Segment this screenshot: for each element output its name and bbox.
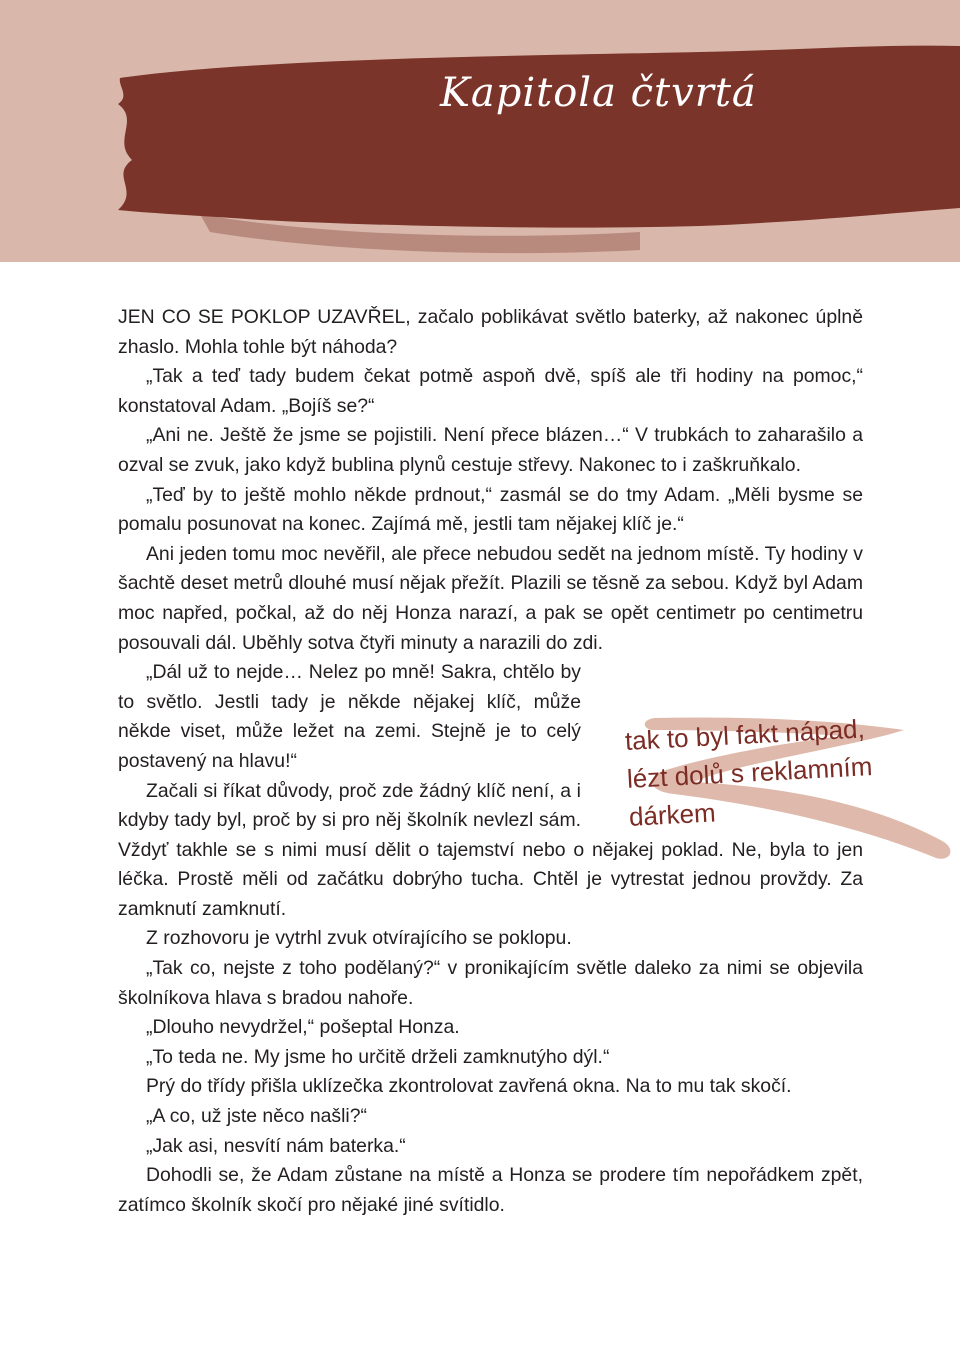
side-note: [604, 712, 960, 872]
paragraph: Prý do třídy přišla uklízečka zkontrolovat zavřená okna. Na to mu tak skočí.: [146, 1075, 792, 1098]
paragraph: „Ani ne. Ještě že jsme se pojistili. Není přece blázen…“ V trubkách to zaharašilo a ozval se zvuk, jako když bublina plynů cestuje střevy. Nakonec to i zaškruňkalo.: [118, 424, 863, 476]
side-note-line: tak to byl fakt nápad,: [624, 713, 866, 756]
paragraph: „Jak asi, nesvítí nám baterka.“: [146, 1134, 406, 1157]
chapter-header: [0, 0, 960, 262]
header-brush-graphic: [0, 0, 960, 262]
paragraph: „Tak a teď tady budem čekat potmě aspoň dvě, spíš ale tři hodiny na pomoc,“ konstatoval Adam. „Bojíš se?“: [118, 365, 863, 417]
paragraph: Ani jeden tomu moc nevěřil, ale přece nebudou sedět na jednom místě. Ty hodiny v šachtě deset metrů dlouhé musí nějak přežít. Plazili se těsně za sebou. Když byl Adam moc napřed, počkal, až do něj Honza narazí, a pak se opět centimetr po centimetru posouvali dál. Uběhly sotva čtyři minuty a narazili do zdi.: [118, 542, 863, 654]
paragraph: „Tak co, nejste z toho podělaný?“ v pronikajícím světle daleko za nimi se objevila školníkova hlava s bradou nahoře.: [118, 957, 863, 1009]
side-note-line: lézt dolů s reklamním: [626, 751, 874, 794]
side-note-line: dárkem: [628, 797, 717, 832]
paragraph: Z rozhovoru je vytrhl zvuk otvírajícího se poklopu.: [146, 927, 572, 950]
paragraph: „To teda ne. My jsme ho určitě drželi zamknutýho dýl.“: [146, 1045, 610, 1068]
paragraph: Dohodli se, že Adam zůstane na místě a Honza se prodere tím nepořádkem zpět, zatímco školník skočí pro nějaké jiné svítidlo.: [118, 1164, 863, 1216]
paragraph: „Teď by to ještě mohlo někde prdnout,“ zasmál se do tmy Adam. „Měli bysme se pomalu posunovat na konec. Zajímá mě, jestli tam nějakej klíč je.“: [118, 483, 863, 536]
paragraph: „A co, už jste něco našli?“: [146, 1105, 367, 1128]
paragraph: JEN CO SE POKLOP UZAVŘEL, začalo poblikávat světlo baterky, až nakonec úplně zhaslo. Mohla tohle být náhoda?: [118, 306, 863, 358]
paragraph: Začali si říkat důvody, proč zde žádný klíč není, a i kdyby tady byl, proč by si pro něj školník nevlezl sám. Vždyť takhle se s nimi musí dělit o tajemství nebo o nějakej poklad. Ne, byla to jen léčka. Prostě měli od začátku dobrýho tucha. Chtěl je vytrestat jednou provždy. Za zamknutí zamknutí.: [118, 779, 863, 920]
side-note-text: [624, 706, 940, 836]
paragraph: „Dlouho nevydržel,“ pošeptal Honza.: [146, 1016, 460, 1039]
chapter-title: Kapitola čtvrtá: [440, 70, 757, 116]
paragraph: „Dál už to nejde… Nelez po mně! Sakra, chtělo by to světlo. Jestli tady je někde nějakej klíč, může někde viset, může ležet na zemi. Stejně je to celý postavený na hlavu!“: [118, 661, 581, 772]
